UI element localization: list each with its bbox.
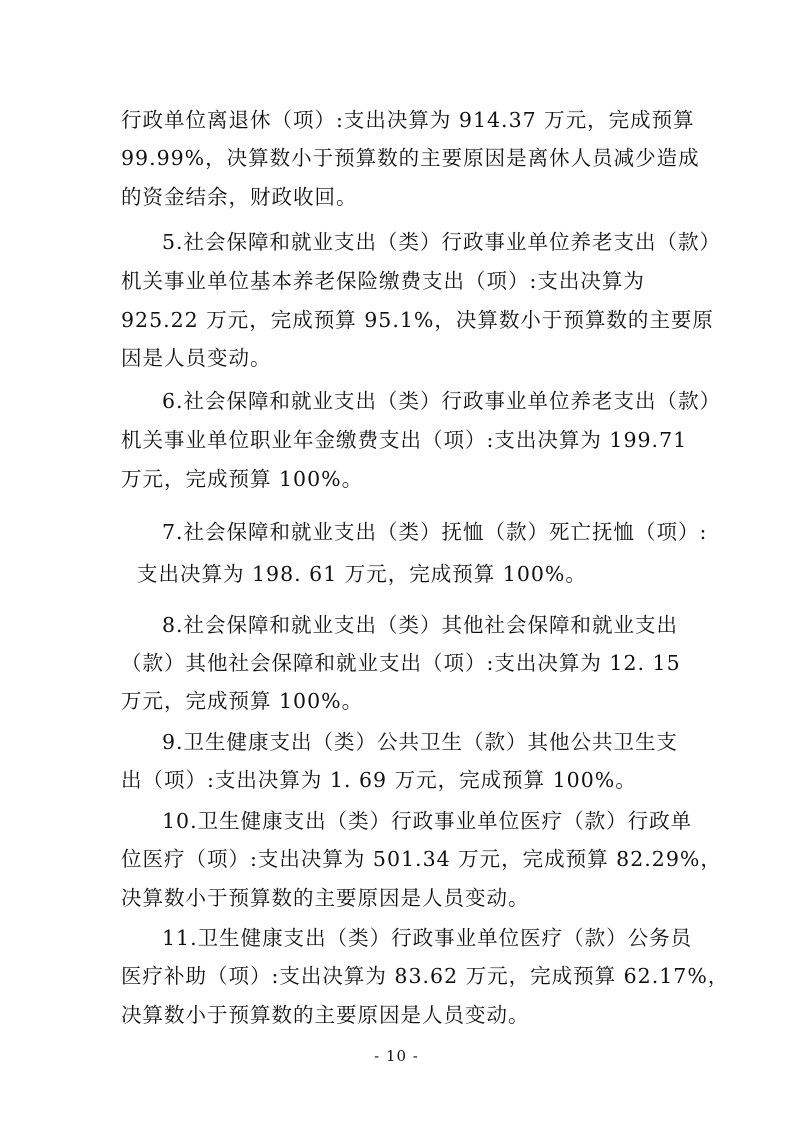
page-number: - 10 - bbox=[374, 1047, 419, 1065]
body-text-line: 机关事业单位基本养老保险缴费支出（项）:支出决算为 bbox=[121, 269, 645, 293]
body-text-line: 7.社会保障和就业支出（类）抚恤（款）死亡抚恤（项）: bbox=[162, 520, 708, 544]
body-text-line: 决算数小于预算数的主要原因是人员变动。 bbox=[121, 1003, 530, 1027]
body-text-line: 的资金结余，财政收回。 bbox=[121, 185, 358, 209]
body-text-line: 925.22 万元，完成预算 95.1%，决算数小于预算数的主要原 bbox=[121, 308, 714, 332]
body-text-line: 10.卫生健康支出（类）行政事业单位医疗（款）行政单 bbox=[162, 809, 693, 833]
body-text-line: （款）其他社会保障和就业支出（项）:支出决算为 12. 15 bbox=[121, 651, 681, 675]
body-text-line: 机关事业单位职业年金缴费支出（项）:支出决算为 199.71 bbox=[121, 428, 688, 452]
body-text-line: 6.社会保障和就业支出（类）行政事业单位养老支出（款） bbox=[162, 389, 722, 413]
body-text-line: 决算数小于预算数的主要原因是人员变动。 bbox=[121, 886, 530, 910]
body-text-line: 因是人员变动。 bbox=[121, 346, 272, 370]
body-text-line: 11.卫生健康支出（类）行政事业单位医疗（款）公务员 bbox=[162, 926, 693, 950]
body-text-line: 5.社会保障和就业支出（类）行政事业单位养老支出（款） bbox=[162, 230, 722, 254]
body-text-line: 位医疗（项）:支出决算为 501.34 万元，完成预算 82.29%， bbox=[121, 847, 722, 871]
body-text-line: 8.社会保障和就业支出（类）其他社会保障和就业支出 bbox=[162, 613, 679, 637]
body-text-line: 万元，完成预算 100%。 bbox=[121, 689, 364, 713]
body-text-line: 医疗补助（项）:支出决算为 83.62 万元，完成预算 62.17%， bbox=[121, 964, 730, 988]
body-text-line: 出（项）:支出决算为 1. 69 万元，完成预算 100%。 bbox=[121, 768, 637, 792]
body-text-line: 99.99%，决算数小于预算数的主要原因是离休人员减少造成 bbox=[121, 146, 700, 170]
body-text-line: 支出决算为 198. 61 万元，完成预算 100%。 bbox=[137, 562, 587, 586]
body-text-line: 万元，完成预算 100%。 bbox=[121, 467, 364, 491]
body-text-line: 行政单位离退休（项）:支出决算为 914.37 万元，完成预算 bbox=[121, 108, 695, 132]
body-text-line: 9.卫生健康支出（类）公共卫生（款）其他公共卫生支 bbox=[162, 730, 679, 754]
